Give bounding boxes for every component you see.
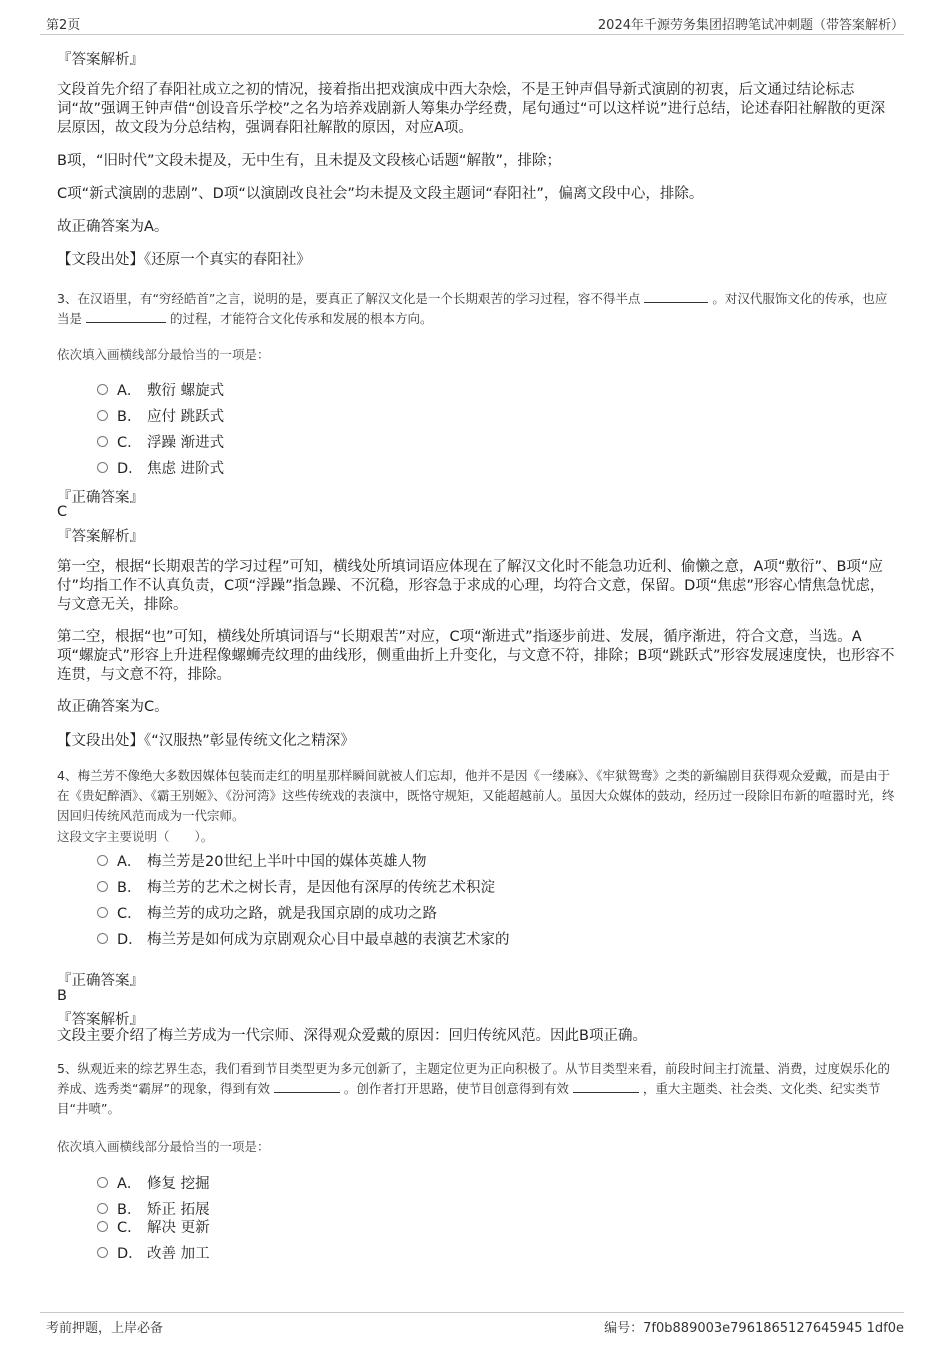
q4-answer: B bbox=[57, 988, 67, 1004]
q3-source bbox=[57, 732, 895, 751]
q3-analysis-p3: 故正确答案为C。 bbox=[57, 699, 169, 715]
q3-option-a[interactable]: A． 敷衍 螺旋式 bbox=[97, 379, 224, 399]
q3-analysis-p2: 第二空，根据“也”可知，横线处所填词语与“长期艰苦”对应，C项“渐进式”指逐步前进、发展，循序渐进，符合文意，当选。A项“螺旋式”形容上升进程像螺蛳壳纹理的曲线形，侧重曲折上升变化，与文意不符，排除；B项“跳跃式”形容发展速度快，也形容不连贯，与文意不符，排除。 bbox=[57, 629, 895, 683]
q4-option-b[interactable]: B． 梅兰芳的艺术之树长青，是因他有深厚的传统艺术积淀 bbox=[97, 876, 495, 896]
radio-icon[interactable] bbox=[97, 1221, 108, 1232]
q3-stem bbox=[57, 289, 895, 329]
q5-option-d[interactable]: D． 改善 加工 bbox=[97, 1242, 210, 1262]
q3-prompt: 依次填入画横线部分最恰当的一项是： bbox=[57, 347, 270, 362]
q5-stem-part-a: 5、纵观近来的综艺界生态，我们看到节目类型更为多元创新了，主题定位更为正向积极了。从节目类型来看，前段时间主打流量、消费，过度娱乐化的养成、选秀类“霸屏”的现象，得到有效 bbox=[57, 1061, 890, 1096]
q2-analysis-p4: 故正确答案为A。 bbox=[57, 219, 169, 235]
q4-prompt: 这段文字主要说明（ ）。 bbox=[57, 829, 214, 844]
document-code-value: 7f0b889003e7961865127645945 1df0e bbox=[643, 1321, 904, 1336]
q5-stem bbox=[57, 1059, 895, 1119]
q3-option-c[interactable]: C． 浮躁 渐进式 bbox=[97, 431, 224, 451]
q3-option-b[interactable]: B． 应付 跳跃式 bbox=[97, 405, 224, 425]
radio-icon[interactable] bbox=[97, 1177, 108, 1188]
analysis-label: 『答案解析』 bbox=[57, 1012, 144, 1028]
blank bbox=[644, 289, 708, 303]
radio-icon[interactable] bbox=[97, 384, 108, 395]
q3-option-d[interactable]: D． 焦虑 进阶式 bbox=[97, 457, 224, 477]
q2-analysis-p1: 文段首先介绍了春阳社成立之初的情况，接着指出把戏演成中西大杂烩，不是王钟声倡导新式演剧的初衷，后文通过结论标志词“故”强调王钟声借“创设音乐学校”之名为培养戏剧新人筹集办学经费，尾句通过“可以这样说”进行总结，论述春阳社解散的更深层原因，故文段为分总结构，强调春阳社解散的原因，对应A项。 bbox=[57, 82, 886, 136]
q3-stem-part-b: 。对汉代服饰文化的传承，也应当是 bbox=[57, 291, 888, 326]
source-label: 【文段出处】 bbox=[57, 252, 144, 268]
q4-option-c[interactable]: C． 梅兰芳的成功之路，就是我国京剧的成功之路 bbox=[97, 902, 437, 922]
q3-answer: C bbox=[57, 504, 68, 520]
document-code-label: 编号： bbox=[604, 1321, 644, 1336]
radio-icon[interactable] bbox=[97, 1203, 108, 1214]
q2-analysis-p2: B项，“旧时代”文段未提及，无中生有，且未提及文段核心话题“解散”，排除； bbox=[57, 153, 561, 169]
source-label: 【文段出处】 bbox=[57, 733, 144, 749]
q2-analysis-p3: C项“新式演剧的悲剧”、D项“以演剧改良社会”均未提及文段主题词“春阳社”，偏离文段中心，排除。 bbox=[57, 186, 704, 202]
page-footer bbox=[40, 1312, 904, 1335]
q5-stem-part-b: 。创作者打开思路，使节目创意得到有效 bbox=[343, 1081, 569, 1096]
radio-icon[interactable] bbox=[97, 933, 108, 944]
blank bbox=[86, 309, 166, 323]
analysis-label: 『答案解析』 bbox=[57, 52, 144, 68]
correct-label: 『正确答案』 bbox=[57, 490, 144, 506]
q2-source bbox=[57, 251, 895, 270]
radio-icon[interactable] bbox=[97, 907, 108, 918]
blank bbox=[573, 1079, 639, 1093]
correct-label: 『正确答案』 bbox=[57, 973, 144, 989]
source-title: 《还原一个真实的春阳社》 bbox=[144, 252, 311, 268]
source-title: 《“汉服热”彰显传统文化之精深》 bbox=[144, 733, 355, 749]
q3-analysis-p1: 第一空，根据“长期艰苦的学习过程”可知，横线处所填词语应体现在了解汉文化时不能急功近利、偷懒之意，A项“敷衍”、B项“应付”均指工作不认真负责，C项“浮躁”指急躁、不沉稳，形容急于求成的心理，均符合文意，保留。D项“焦虑”形容心情焦急忧虑，与文意无关，排除。 bbox=[57, 559, 885, 613]
radio-icon[interactable] bbox=[97, 436, 108, 447]
analysis-label: 『答案解析』 bbox=[57, 529, 144, 545]
blank bbox=[274, 1079, 340, 1093]
q5-option-c[interactable]: C． 解决 更新 bbox=[97, 1216, 210, 1236]
page-header bbox=[40, 14, 904, 35]
document-code bbox=[604, 1317, 904, 1336]
q3-stem-part-a: 3、在汉语里，有“穷经皓首”之言，说明的是，要真正了解汉文化是一个长期艰苦的学习过程，容不得半点 bbox=[57, 291, 641, 306]
radio-icon[interactable] bbox=[97, 462, 108, 473]
q4-analysis: 文段主要介绍了梅兰芳成为一代宗师、深得观众爱戴的原因：回归传统风范。因此B项正确。 bbox=[57, 1028, 647, 1044]
footer-slogan: 考前押题，上岸必备 bbox=[46, 1321, 164, 1336]
q3-stem-part-c: 的过程，才能符合文化传承和发展的根本方向。 bbox=[169, 311, 433, 326]
q4-option-d[interactable]: D． 梅兰芳是如何成为京剧观众心目中最卓越的表演艺术家的 bbox=[97, 928, 510, 948]
page-number: 第2页 bbox=[46, 18, 81, 33]
radio-icon[interactable] bbox=[97, 855, 108, 866]
radio-icon[interactable] bbox=[97, 881, 108, 892]
document-title: 2024年千源劳务集团招聘笔试冲刺题（带答案解析） bbox=[597, 18, 904, 33]
radio-icon[interactable] bbox=[97, 410, 108, 421]
q5-option-a[interactable]: A． 修复 挖掘 bbox=[97, 1172, 210, 1192]
q4-option-a[interactable]: A． 梅兰芳是20世纪上半叶中国的媒体英雄人物 bbox=[97, 850, 426, 870]
q5-option-b[interactable]: B． 矫正 拓展 bbox=[97, 1198, 210, 1218]
q5-stem-part-c: ，重大主题类、社会类、文化类、纪实类节目“井喷”。 bbox=[57, 1081, 881, 1116]
q5-prompt: 依次填入画横线部分最恰当的一项是： bbox=[57, 1139, 270, 1154]
q4-stem: 4、梅兰芳不像绝大多数因媒体包装而走红的明星那样瞬间就被人们忘却，他并不是因《一缕麻》、《牢狱鸳鸯》之类的新编剧目获得观众爱戴，而是由于在《贵妃醉酒》、《霸王别姬》、《汾河湾》这些传统戏的表演中，既恪守规矩，又能超越前人。虽因大众媒体的鼓动，经历过一段除旧布新的喧嚣时光，终因回归传统风范而成为一代宗师。 bbox=[57, 768, 895, 823]
radio-icon[interactable] bbox=[97, 1247, 108, 1258]
